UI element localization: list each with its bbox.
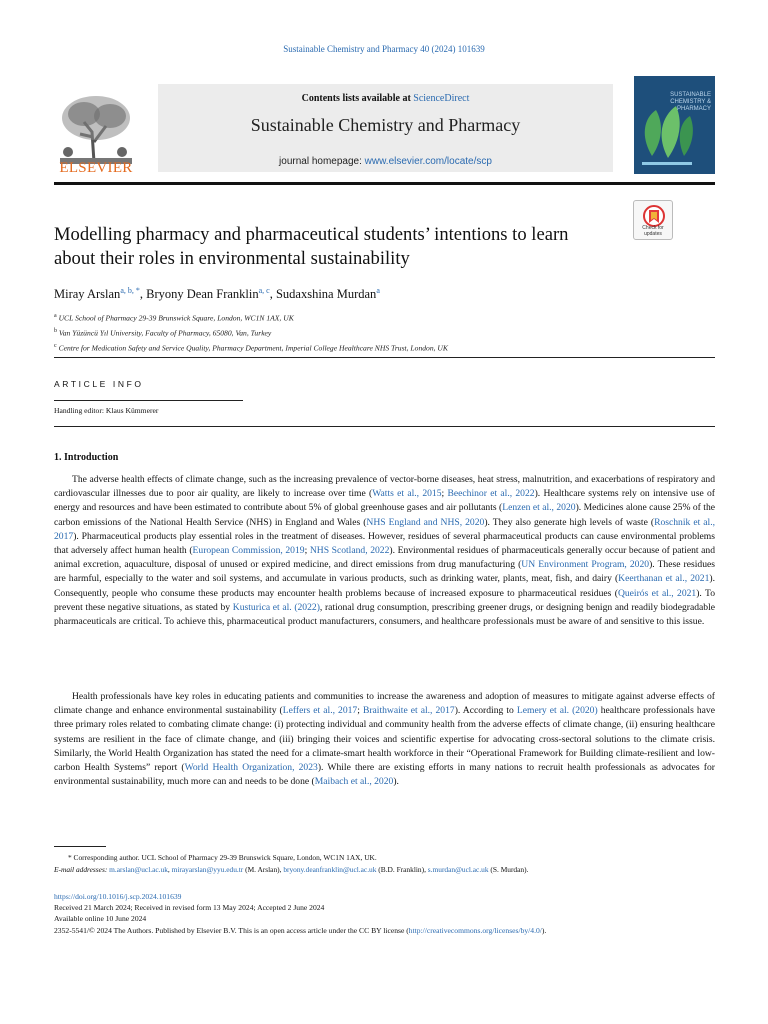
author-name: Bryony Dean Franklin	[146, 287, 259, 302]
citation-link[interactable]: Queirós et al., 2021	[617, 587, 697, 599]
contents-prefix: Contents lists available at	[301, 93, 414, 104]
cover-title: SUSTAINABLE CHEMISTRY & PHARMACY	[670, 92, 711, 112]
divider	[54, 400, 243, 401]
footnotes	[54, 852, 715, 877]
citation-link[interactable]: Lemery et al. (2020)	[516, 705, 598, 717]
citation-link[interactable]: Braithwaite et al., 2017	[362, 705, 455, 717]
homepage-link[interactable]: www.elsevier.com/locate/scp	[364, 156, 492, 167]
citation-link[interactable]: m.arslan@ucl.ac.uk	[109, 865, 168, 875]
text-run: ). To prevent these negative situations, as stated by	[54, 587, 715, 613]
check-for-updates-button[interactable]	[633, 200, 673, 240]
author-name: Sudaxshina Murdan	[275, 287, 377, 302]
corresponding-author-note: * Corresponding author. UCL School of Pharmacy 29-39 Brunswick Square, London, WC1N 1AX, UK.	[68, 853, 377, 862]
text-run: (M. Arslan),	[243, 865, 284, 875]
text-run: ;	[441, 488, 448, 500]
contents-line	[158, 93, 613, 104]
homepage-prefix: journal homepage:	[279, 156, 365, 167]
doi-link[interactable]: https://doi.org/10.1016/j.scp.2024.101639	[54, 892, 182, 901]
license-statement: 2352-5541/© 2024 The Authors. Published by Elsevier B.V. This is an open access article under the CC BY license (http://creativecommons.org/licenses/by/4.0/).	[54, 925, 547, 935]
author-affiliation-marker[interactable]: a, c	[258, 286, 270, 295]
text-run: Health professionals have key roles in educating patients and communities to increase the awareness and adoption of measures to mitigate against adverse effects of climate change and enhance environmental sustainability (	[54, 691, 715, 717]
homepage-line	[158, 156, 613, 167]
available-online: Available online 10 June 2024	[54, 914, 147, 924]
email-addresses	[54, 864, 715, 876]
affiliations	[54, 310, 448, 355]
citation-link[interactable]: Lenzen et al., 2020	[502, 502, 576, 514]
divider	[54, 357, 715, 358]
citation-link[interactable]: Roschnik et al., 2017	[54, 516, 715, 542]
text-run: ). Environmental residues of pharmaceuticals generally occur because of patient and animal excretion, aquaculture, disposal of unused or expired medicine, and direct emissions from drug manufacturing (	[54, 545, 715, 571]
text-run: The adverse health effects of climate change, such as the increasing prevalence of vector-borne diseases, heat stress, malnutrition, and exacerbations of respiratory and cardiovascular illnesses due to poor air quality, are likely to increase over time (	[54, 474, 715, 500]
citation-link[interactable]: World Health Organization, 2023	[184, 762, 318, 774]
text-run: (B.D. Franklin),	[376, 865, 428, 875]
license-link[interactable]: http://creativecommons.org/licenses/by/4.0/	[408, 925, 542, 935]
author-affiliation-marker[interactable]: a	[376, 286, 380, 295]
author-list: Miray Arslan$^{a, b, *}$, Bryony Dean Franklin$^{a, c}$, Sudaxshina Murdan$^a$	[54, 286, 380, 302]
text-run: ). Pharmaceutical products play essential roles in the treatment of diseases. However, residues of several pharmaceutical products can cause environmental problems that adversely affect human health (	[54, 530, 715, 557]
text-run: ). Healthcare systems rely on intensive use of energy and resources and have been estimated to contribute about 5% of global greenhouse gases and air pollutants (	[54, 488, 715, 514]
citation-link[interactable]: Leffers et al., 2017	[282, 705, 358, 717]
email-label: E-mail addresses:	[54, 865, 108, 875]
citation-link[interactable]: Kusturica et al. (2022)	[232, 601, 320, 613]
citation-link[interactable]: Beechinor et al., 2022	[447, 488, 535, 500]
citation-link[interactable]: bryony.deanfranklin@ucl.ac.uk	[283, 865, 377, 875]
masthead	[54, 76, 715, 178]
citation-link[interactable]: Keerthanan et al., 2021	[618, 573, 710, 585]
author-name: Miray Arslan	[54, 287, 121, 302]
citation-link[interactable]: Maibach et al., 2020	[314, 776, 394, 788]
text-run: ;	[304, 545, 310, 557]
cover-leaf-icon	[634, 76, 715, 174]
citation-link[interactable]: UN Environment Program, 2020	[521, 559, 650, 571]
sciencedirect-link[interactable]: ScienceDirect	[413, 93, 470, 104]
article-info-heading: ARTICLE INFO	[54, 379, 144, 389]
citation-link[interactable]: s.murdan@ucl.ac.uk	[427, 865, 489, 875]
header-divider	[54, 182, 715, 185]
text-run: ;	[357, 705, 363, 717]
text-run: healthcare professionals have three primary roles related to combating climate change: (i) protecting individual and community health from the adverse effects of climate change, (ii) ensuring healthcare systems are resilient in the face of climate change, and (iii) bringing their voices and scientific expertise for advocating cross-sectoral solutions to the climate crisis. Similarly, the World Health Organization has stated the need for a climate-smart health workforce in their “Operational Framework for Building climate-resilient and low-carbon Health Systems” report (	[54, 705, 715, 774]
divider	[54, 426, 715, 427]
journal-info-box	[158, 84, 613, 172]
text-run: ). Medicines alone cause 25% of the carbon emissions of the National Health Service (NHS) in England and Wales (	[54, 502, 715, 528]
citation-link[interactable]: NHS Scotland, 2022	[309, 545, 390, 557]
elsevier-wordmark: ELSEVIER	[59, 160, 133, 176]
citation-link[interactable]: Watts et al., 2015	[372, 488, 442, 500]
footnote-divider	[54, 846, 106, 847]
text-run: ). According to	[454, 705, 517, 717]
text-run: ). While there are existing efforts in many nations to recruit health professionals as advocates for environmental sustainability, much more can and needs to be done (	[54, 762, 715, 788]
section-heading-introduction: 1. Introduction	[54, 452, 119, 463]
journal-title[interactable]: Sustainable Chemistry and Pharmacy	[250, 115, 521, 135]
article-title: Modelling pharmacy and pharmaceutical students’ intentions to learn about their roles in environmental sustainability	[54, 224, 569, 269]
journal-cover-thumbnail[interactable]	[634, 76, 715, 174]
author-affiliation-marker[interactable]: a, b, *	[120, 286, 140, 295]
received-dates: Received 21 March 2024; Received in revised form 13 May 2024; Accepted 2 June 2024	[54, 903, 325, 913]
citation-link[interactable]: European Commission, 2019	[192, 545, 305, 557]
affiliation-item: $^c$ Centre for Medication Safety and Service Quality, Pharmacy Department, Imperial College Healthcare NHS Trust, London, UK	[54, 343, 448, 353]
body-paragraph	[54, 690, 715, 789]
text-run: ). These residues are harmful, especially to the water and soil systems, and accumulate in various products, such as drinking water, plants, meat, fish, and dairy (	[54, 559, 715, 585]
text-run: ). They also generate high levels of waste (	[484, 516, 655, 528]
affiliation-item: $^a$ UCL School of Pharmacy 29-39 Brunswick Square, London, WC1N 1AX, UK	[54, 313, 294, 323]
body-paragraph	[54, 473, 715, 629]
citation-link[interactable]: NHS England and NHS, 2020	[366, 516, 485, 528]
text-run: (S. Murdan).	[488, 865, 529, 875]
text-run: ). Consequently, people who consume these products may encounter health problems because of increased exposure to pharmaceutical residues (	[54, 573, 715, 599]
text-run: ).	[393, 776, 399, 788]
citation-link[interactable]: mirayarslan@yyu.edu.tr	[171, 865, 244, 875]
check-for-updates-label: Check for updates	[642, 225, 664, 237]
handling-editor: Handling editor: Klaus Kümmerer	[54, 406, 159, 415]
article-metadata	[54, 891, 715, 936]
text-run: , rational drug consumption, prescribing greener drugs, or designing benign and readily biodegradable pharmaceuticals are critical. To achieve this, pharmaceutical product manufacturers, consumers, and healthcare professionals must be aware of and sensitive to this issue.	[54, 601, 716, 628]
journal-citation[interactable]: Sustainable Chemistry and Pharmacy 40 (2024) 101639	[283, 44, 485, 54]
affiliation-item: $^b$ Van Yüzüncü Yıl University, Faculty of Pharmacy, 65080, Van, Turkey	[54, 328, 272, 338]
text-run: ,	[167, 865, 172, 875]
